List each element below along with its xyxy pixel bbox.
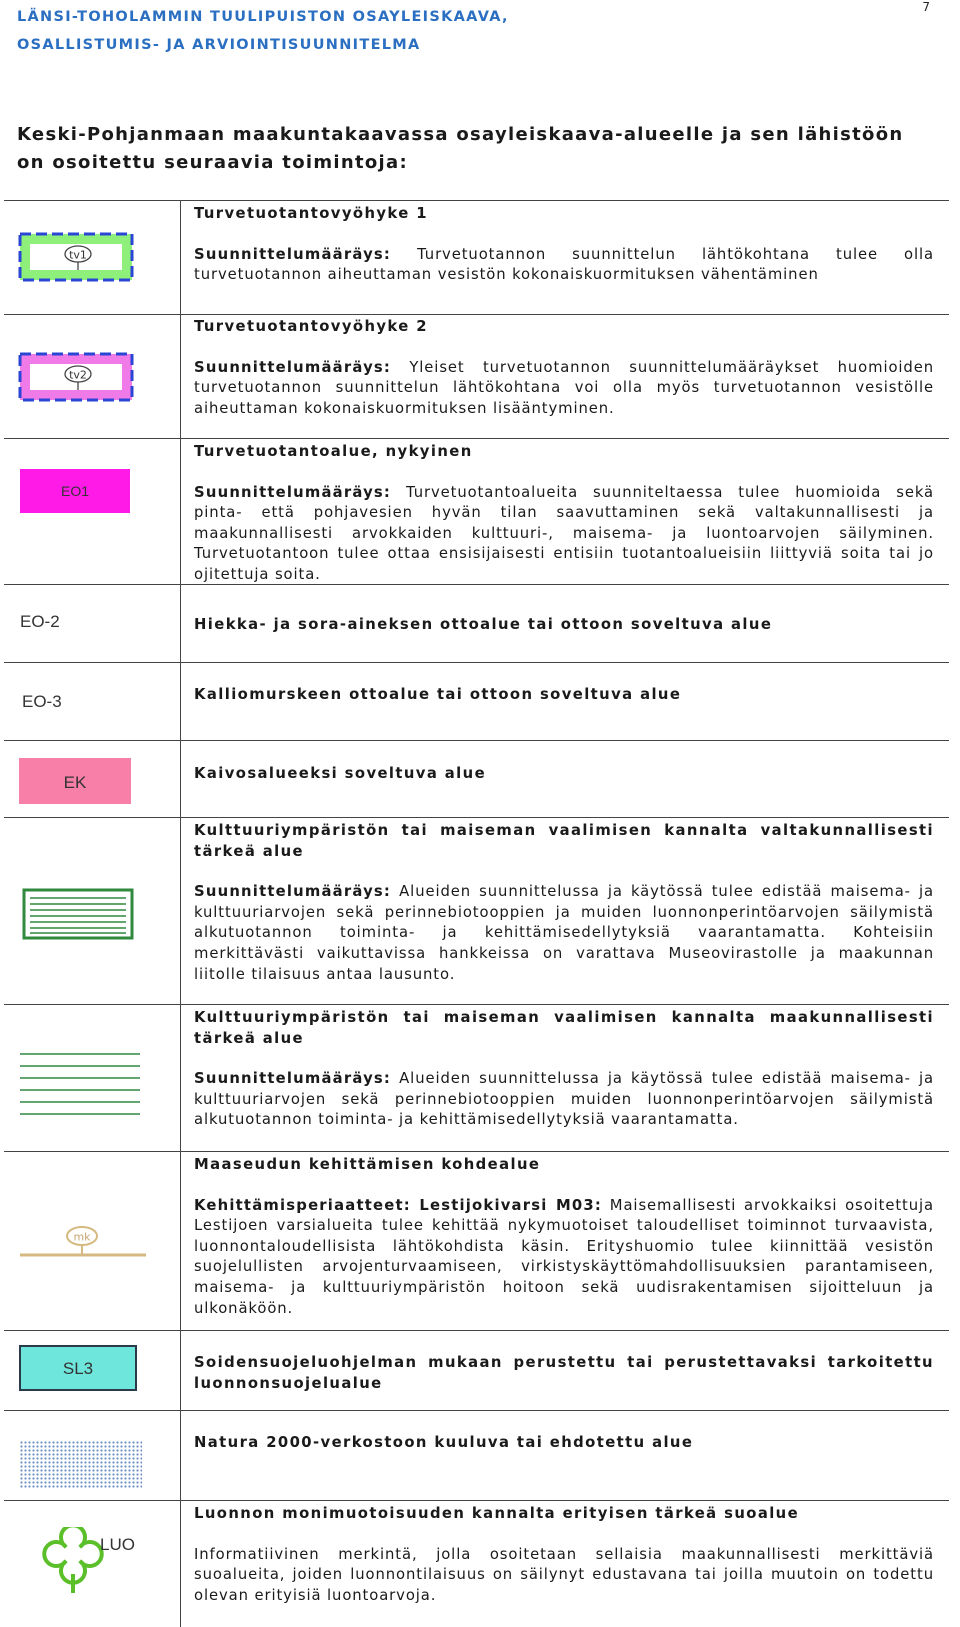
eo1-text: Turvetuotantoalueita suunniteltaessa tulee huomioida sekä pinta- että pohjavesien hyvän tilan saavuttaminen sekä valtakunnallisesti ja maakunnallisesti arvokkaiden kulttuuri-, maisema- ja luontoarvojen säilyminen. Turvetuotantoon tulee ottaa ensisijaisesti entisiin tuotantoalueisiin liittyviä soita tai jo ojitettuja soita. [194,483,935,583]
mk-title: Maaseudun kehittämisen kohdealue [194,1156,541,1173]
regional-landscape-symbol [20,1052,142,1116]
luo-symbol-label: LUO [100,1535,135,1554]
eo1-symbol-label: EO1 [60,483,90,499]
tv1-title: Turvetuotantovyöhyke 1 [194,205,428,222]
luo-symbol [38,1527,138,1595]
table-divider [4,1151,949,1152]
tv1-symbol-label: tv1 [69,248,87,262]
intro-heading: Keski-Pohjanmaan maakuntakaavassa osayleiskaava-alueelle ja sen lähistöön on osoitettu seuraavia toimintoja: [17,124,904,173]
national-landscape-text: Alueiden suunnittelussa ja käytössä tulee edistää maisema- ja kulttuuriarvojen sekä perinnebiotooppien ja muiden luonnonperintöarvojen säilymistä alkutuotannon toiminta- ja kehittämisedellytyksiä vaarantamatta. Kohteisiin merkittävästi vaikuttavissa hankkeissa on varattava Museovirastolle ja maakunnan liitolle tilaisuus antaa lausunto. [194,883,934,983]
page-number: 7 [922,0,930,14]
mk-label: Kehittämisperiaatteet: Lestijokivarsi M03: [194,1196,603,1214]
mk-text: Maisemallisesti arvokkaiksi osoitettuja Lestijoen varsialueita tulee kehittää nykymuotoiset taloudelliset toiminnot turvaavista, luonnontaloudellisista lähtökohdista käsin. Erityshuomio tulee kiinnittää vesistön suojelullisten arvojenturvaamiseen, virkistyskäyttömahdollisuuksien parantamiseen, maisema- ja kulttuuriympäristön hoitoon sekä uudisrakentamisen sijoitteluun ja ulkonäköön. [194,1196,934,1317]
tv2-label: Suunnittelumääräys: [194,358,392,376]
luo-title: Luonnon monimuotoisuuden kannalta erityisen tärkeä suoalue [194,1505,800,1522]
eo2-symbol: EO-2 [20,612,60,631]
national-landscape-label: Suunnittelumääräys: [194,883,392,901]
tv1-label: Suunnittelumääräys: [194,245,392,263]
row-eo3 [194,685,934,706]
tv1-zone-symbol [18,232,136,284]
tv2-symbol-label: tv2 [69,368,87,382]
regional-landscape-text: Alueiden suunnittelussa ja käytössä tulee edistää maisema- ja kulttuuriarvojen sekä perinnebiotooppien muiden luonnonperintöarvojen säilymistä alkutuotannon toiminta- ja kehittämisedellytyksiä vaarantamatta. [194,1070,934,1129]
mk-symbol-label: mk [73,1230,91,1244]
sl3-symbol-label: SL3 [62,1359,94,1378]
table-column-divider [180,201,181,1627]
table-divider [4,1500,949,1501]
ek-title: Kaivosalueeksi soveltuva alue [194,765,487,782]
ek-symbol [18,757,134,807]
row-tv2 [194,317,934,419]
row-natura [194,1433,934,1454]
regional-landscape-title: Kulttuuriympäristön tai maiseman vaalimisen kannalta maakunnallisesti tärkeä alue [194,1009,934,1047]
natura-title: Natura 2000-verkostoon kuuluva tai ehdotettu alue [194,1434,694,1451]
row-tv1 [194,204,934,286]
national-landscape-title: Kulttuuriympäristön tai maiseman vaalimisen kannalta valtakunnallisesti tärkeä alue [194,822,934,860]
table-divider [4,817,949,818]
table-divider [4,1330,949,1331]
eo1-label: Suunnittelumääräys: [194,483,392,501]
row-sl3 [194,1353,934,1394]
eo3-symbol: EO-3 [22,692,62,711]
table-divider [4,1410,949,1411]
regional-landscape-label: Suunnittelumääräys: [194,1070,392,1088]
eo2-title: Hiekka- ja sora-aineksen ottoalue tai ottoon soveltuva alue [194,616,773,633]
row-eo1 [194,442,934,586]
tv1-text: Turvetuotannon suunnittelun lähtökohtana tulee olla turvetuotannon aiheuttaman vesistön kokonaiskuormituksen vähentäminen [194,245,934,284]
table-divider [4,438,949,439]
mk-symbol [18,1225,148,1259]
document-header-line2: OSALLISTUMIS- JA ARVIOINTISUUNNITELMA [17,37,421,53]
eo3-title: Kalliomurskeen ottoalue tai ottoon soveltuva alue [194,686,682,703]
tv2-title: Turvetuotantovyöhyke 2 [194,318,428,335]
ek-symbol-label: EK [63,773,87,792]
row-eo2 [194,615,934,636]
national-landscape-symbol [22,888,136,942]
table-divider [4,662,949,663]
row-ek [194,764,934,785]
document-header-line1: LÄNSI-TOHOLAMMIN TUULIPUISTON OSAYLEISKAAVA, [17,9,509,25]
tv2-zone-symbol [18,352,136,404]
eo1-title: Turvetuotantoalue, nykyinen [194,443,473,460]
row-national-landscape [194,821,934,985]
table-divider [4,740,949,741]
row-luo [194,1504,934,1606]
tv2-text: Yleiset turvetuotannon suunnittelumääräykset huomioiden turvetuotannon suunnittelun lähtökohtana voi olla myös turvetuotannon vesistölle aiheuttaman kokonaiskuormituksen lisääntyminen. [194,358,934,417]
row-mk [194,1155,934,1319]
luo-text: Informatiivinen merkintä, jolla osoitetaan sellaisia maakunnallisesti merkittäviä suoalueita, joiden luonnontilaisuus on säilynyt edustavana tai joilla muutoin on todettu olevan erityisiä luontoarvoja. [194,1545,934,1604]
table-divider [4,314,949,315]
sl3-title: Soidensuojeluohjelman mukaan perustettu tai perustettavaksi tarkoitettu luonnonsuojelualue [194,1354,934,1392]
table-divider [4,1004,949,1005]
sl3-symbol [18,1344,140,1394]
natura-symbol [20,1441,144,1491]
row-regional-landscape [194,1008,934,1131]
table-divider [4,200,949,201]
eo1-symbol [19,468,133,516]
